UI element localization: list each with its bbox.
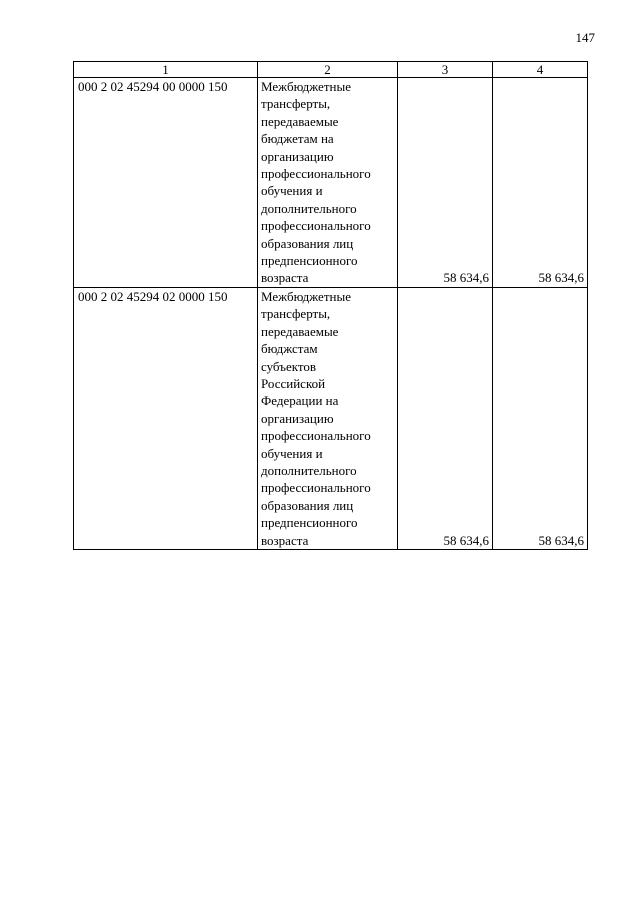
header-row: [74, 62, 588, 78]
description-cell: [258, 78, 398, 288]
description-line: Российской: [261, 375, 326, 391]
value-cell-col3: 58 634,6: [398, 78, 493, 288]
value-cell-col4: 58 634,6: [493, 78, 588, 288]
description-cell: [258, 287, 398, 549]
column-header-1: 1: [74, 62, 258, 78]
description-line: дополнительного: [261, 462, 357, 478]
description-line: профессионального: [261, 480, 371, 496]
description-line: субъектов: [261, 358, 317, 374]
description-line: Федерации на: [261, 393, 339, 409]
description-line: трансферты,: [261, 96, 331, 112]
description-line: бюджетам на: [261, 131, 334, 147]
budget-code-cell: 000 2 02 45294 02 0000 150: [74, 287, 258, 549]
description-line: возраста: [261, 532, 309, 548]
description-line: Межбюджетные: [261, 288, 351, 304]
description-line: трансферты,: [261, 306, 331, 322]
column-header-2: 2: [258, 62, 398, 78]
column-header-4: 4: [493, 62, 588, 78]
description-line: передаваемые: [261, 323, 339, 339]
page-number: 147: [575, 30, 595, 45]
budget-table: [73, 61, 588, 550]
description-line: передаваемые: [261, 113, 339, 129]
description-line: организацию: [261, 410, 334, 426]
description-line: предпенсионного: [261, 253, 358, 269]
table-row: [74, 287, 588, 549]
value-cell-col3: 58 634,6: [398, 287, 493, 549]
description-line: образования лиц: [261, 497, 354, 513]
description-line: профессионального: [261, 428, 371, 444]
description-line: профессионального: [261, 218, 371, 234]
description-line: организацию: [261, 148, 334, 164]
column-header-3: 3: [398, 62, 493, 78]
description-line: обучения и: [261, 445, 323, 461]
description-line: образования лиц: [261, 235, 354, 251]
budget-code-cell: 000 2 02 45294 00 0000 150: [74, 78, 258, 288]
description-line: предпенсионного: [261, 515, 358, 531]
description-line: бюджстам: [261, 341, 318, 357]
value-cell-col4: 58 634,6: [493, 287, 588, 549]
description-line: дополнительного: [261, 200, 357, 216]
description-line: возраста: [261, 270, 309, 286]
description-line: обучения и: [261, 183, 323, 199]
description-line: Межбюджетные: [261, 79, 351, 94]
description-line: профессионального: [261, 166, 371, 182]
table-row: [74, 78, 588, 288]
